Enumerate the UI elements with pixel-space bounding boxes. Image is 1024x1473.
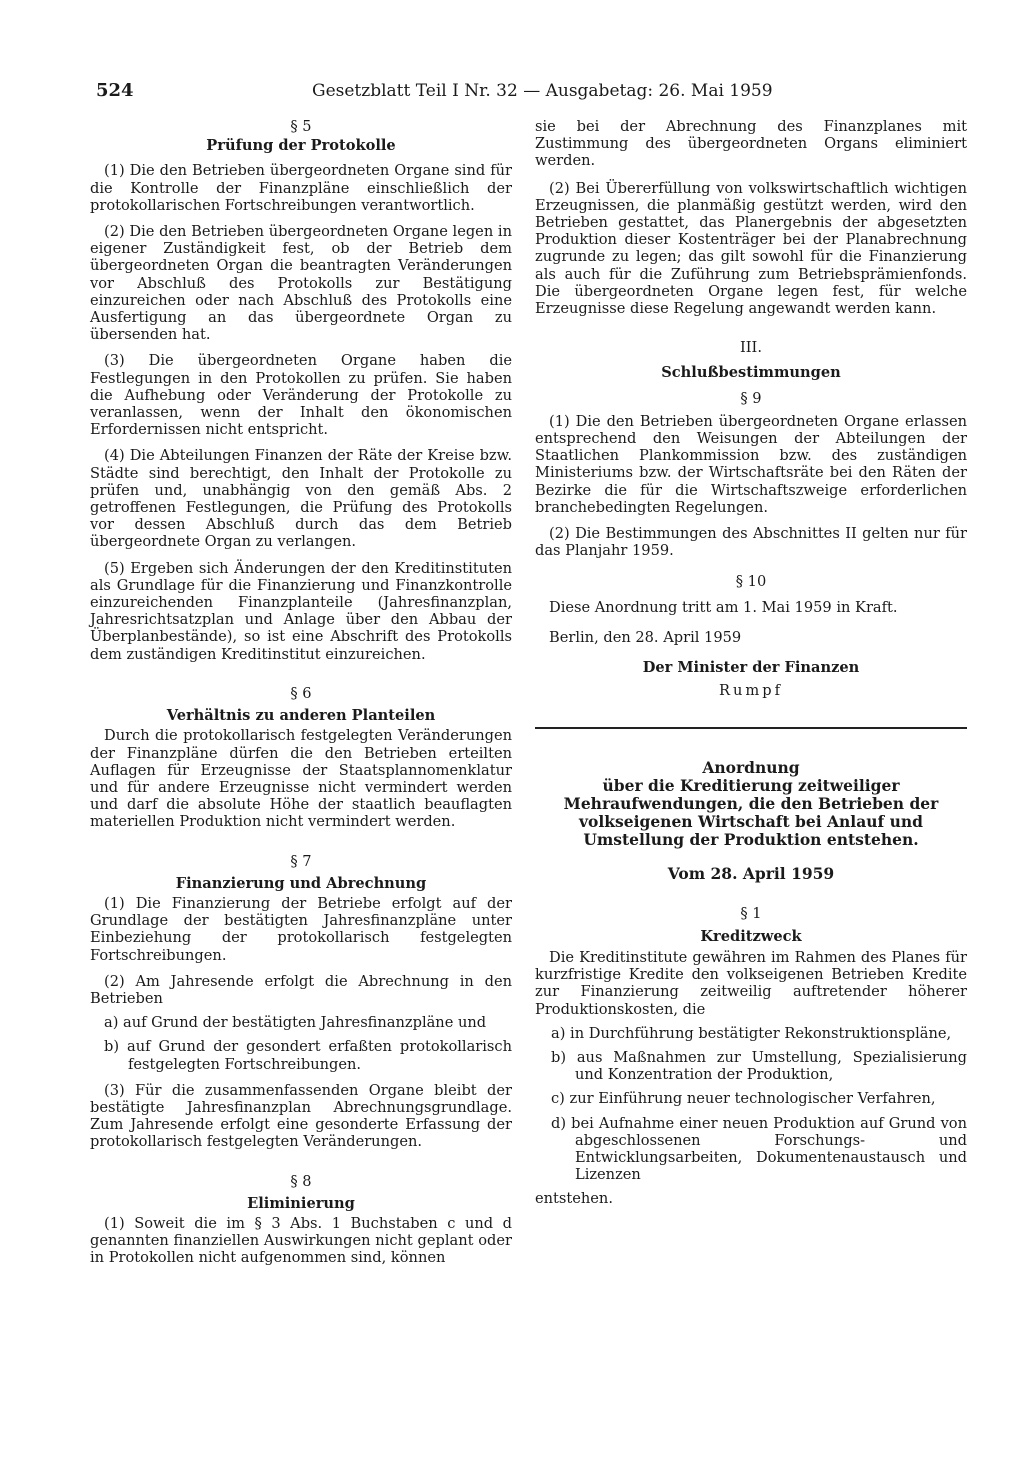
page-header — [96, 80, 773, 106]
section-6-title: Verhältnis zu anderen Planteilen — [166, 707, 436, 725]
s5-paragraph-4: (4) Die Abteilungen Finanzen der Räte der Kreise bzw. Städte sind berechtigt, den Inhalt der Protokolle zu prüfen und, unabhängig von den gemäß Abs. 2 getroffenen Festlegungen, die Prüfung des Protokolls vor dessen Abschluß durch das dem Betrieb übergeordnete Organ zu verlangen. — [90, 447, 512, 551]
s8-paragraph-1: (1) Soweit die im § 3 Abs. 1 Buchstaben c und d genannten finanziellen Auswirkungen nicht geplant oder in Protokollen nicht aufgenommen sind, können — [90, 1214, 512, 1267]
s7-paragraph-1: (1) Die Finanzierung der Betriebe erfolgt auf der Grundlage der bestätigten Jahresfinanzpläne unter Einbeziehung der protokollarisch festgelegten Fortschreibungen. — [90, 894, 512, 964]
place-and-date: Berlin, den 28. April 1959 — [549, 628, 742, 646]
section-9-number: § 9 — [740, 389, 762, 407]
s5-paragraph-3: (3) Die übergeordneten Organe haben die Festlegungen in den Protokollen zu prüfen. Sie haben die Aufhebung oder Veränderung der Protokolle zu veranlassen, wenn der Inhalt den ökonomischen Erfordernissen nicht entspricht. — [90, 352, 512, 439]
s10-paragraph-1: Diese Anordnung tritt am 1. Mai 1959 in Kraft. — [549, 598, 898, 616]
section-7-number: § 7 — [290, 852, 312, 870]
n1-item-a: a) in Durchführung bestätigter Rekonstruktionspläne, — [551, 1024, 952, 1042]
new-section-1-number: § 1 — [740, 905, 762, 923]
n1-item-b: b) aus Maßnahmen zur Umstellung, Spezialisierung und Konzentration der Produktion, — [551, 1048, 967, 1084]
n1-item-c: c) zur Einführung neuer technologischer Verfahren, — [551, 1090, 936, 1108]
page-number: 524 — [96, 80, 134, 101]
signer-title: Der Minister der Finanzen — [642, 659, 860, 677]
s7-item-a: a) auf Grund der bestätigten Jahresfinanzpläne und — [104, 1014, 487, 1032]
ordinance-date: Vom 28. April 1959 — [667, 864, 835, 884]
s8-paragraph-1-continued: sie bei der Abrechnung des Finanzplanes mit Zustimmung des übergeordneten Organs eliminiert werden. — [535, 118, 967, 170]
s6-paragraph-1: Durch die protokollarisch festgelegten Veränderungen der Finanzpläne dürfen die den Betrieben erteilten Auflagen für Erzeugnisse der Staatsplannomenklatur und für andere Erzeugnisse nicht vermindert werden und darf die absolute Höhe der staatlich beauflagten materiellen Produktion nicht vermindert werden. — [90, 727, 512, 831]
section-8-number: § 8 — [290, 1172, 312, 1190]
divider-rule — [535, 727, 967, 729]
s5-paragraph-2: (2) Die den Betrieben übergeordneten Organe legen in eigener Zuständigkeit fest, ob der Betrieb dem übergeordneten Organ die beantragten Veränderungen vor Abschluß des Protokolls zur Bestätigung einzureichen oder nach Abschluß des Protokolls eine Ausfertigung an das übergeordnete Organ zu übersenden hat. — [90, 223, 512, 344]
section-7-title: Finanzierung und Abrechnung — [175, 874, 427, 892]
part-3-title: Schlußbestimmungen — [661, 364, 841, 382]
s7-paragraph-3: (3) Für die zusammenfassenden Organe bleibt der bestätigte Jahresfinanzplan Abrechnungsgrundlage. Zum Jahresende erfolgt eine gesonderte Erfassung der protokollarisch festgelegten Veränderungen. — [90, 1081, 512, 1151]
s7-item-b: b) auf Grund der gesondert erfaßten protokollarisch festgelegten Fortschreibungen. — [104, 1038, 512, 1073]
right-column — [535, 118, 967, 1208]
ordinance-title: Anordnung — [702, 758, 800, 778]
n1-paragraph-1: Die Kreditinstitute gewähren im Rahmen des Planes für kurzfristige Kredite den volkseigenen Betrieben Kredite zur Finanzierung zeitweilig auftretender höherer Produktionskosten, die — [535, 948, 967, 1018]
signer-name: Rumpf — [719, 682, 783, 700]
n1-closing: entstehen. — [535, 1190, 613, 1208]
s7-paragraph-2: (2) Am Jahresende erfolgt die Abrechnung in den Betrieben — [90, 972, 512, 1007]
s8-paragraph-2: (2) Bei Übererfüllung von volkswirtschaftlich wichtigen Erzeugnissen, die planmäßig gestützt werden, wird den Betrieben gestattet, das Planergebnis der abgesetzten Produktion dieser Kostenträger bei der Planabrechnung zugrunde zu legen; das gilt sowohl für die Finanzierung als auch für die Zuführung zum Betriebsprämienfonds. Die übergeordneten Organe legen fest, für welche Erzeugnisse diese Regelung angewandt werden kann. — [535, 179, 967, 318]
s5-paragraph-1: (1) Die den Betrieben übergeordneten Organe sind für die Kontrolle der Finanzpläne einschließlich der protokollarischen Fortschreibungen verantwortlich. — [90, 162, 512, 214]
s5-paragraph-5: (5) Ergeben sich Änderungen der den Kreditinstituten als Grundlage für die Finanzierung und Finanzkontrolle einzureichenden Finanzplanteile (Jahresfinanzplan, Jahresrichtsatzplan und Anlage über den Abbau der Überplanbestände), so ist eine Abschrift des Protokolls dem zuständigen Kreditinstitut einzureichen. — [90, 559, 512, 663]
section-8-title: Eliminierung — [247, 1194, 355, 1212]
ordinance-subtitle: über die Kreditierung zeitweiliger Mehraufwendungen, die den Betrieben der volkseigenen Wirtschaft bei Anlauf und Umstellung der Produktion entstehen. — [563, 776, 939, 850]
n1-item-d: d) bei Aufnahme einer neuen Produktion auf Grund von abgeschlossenen Forschungs- und Entwicklungsarbeiten, Dokumentenaustausch und Lizenzen — [551, 1114, 967, 1184]
left-column — [90, 118, 512, 1267]
section-10-number: § 10 — [735, 573, 767, 591]
s9-paragraph-1: (1) Die den Betrieben übergeordneten Organe erlassen entsprechend den Weisungen der Abteilungen der Staatlichen Plankommission bzw. des zuständigen Ministeriums bzw. der Wirtschaftsräte bei den Räten der Bezirke die für die Wirtschaftszweige erforderlichen branchebedingten Regelungen. — [535, 412, 967, 516]
section-5-number: § 5 — [290, 118, 312, 135]
gazette-title: Gesetzblatt Teil I Nr. 32 — Ausgabetag: 26. Mai 1959 — [312, 81, 773, 101]
section-5-title: Prüfung der Protokolle — [206, 137, 396, 155]
part-3-number: III. — [740, 339, 762, 357]
section-6-number: § 6 — [290, 684, 312, 702]
new-section-1-title: Kreditzweck — [700, 927, 802, 945]
s9-paragraph-2: (2) Die Bestimmungen des Abschnittes II gelten nur für das Planjahr 1959. — [535, 525, 967, 560]
